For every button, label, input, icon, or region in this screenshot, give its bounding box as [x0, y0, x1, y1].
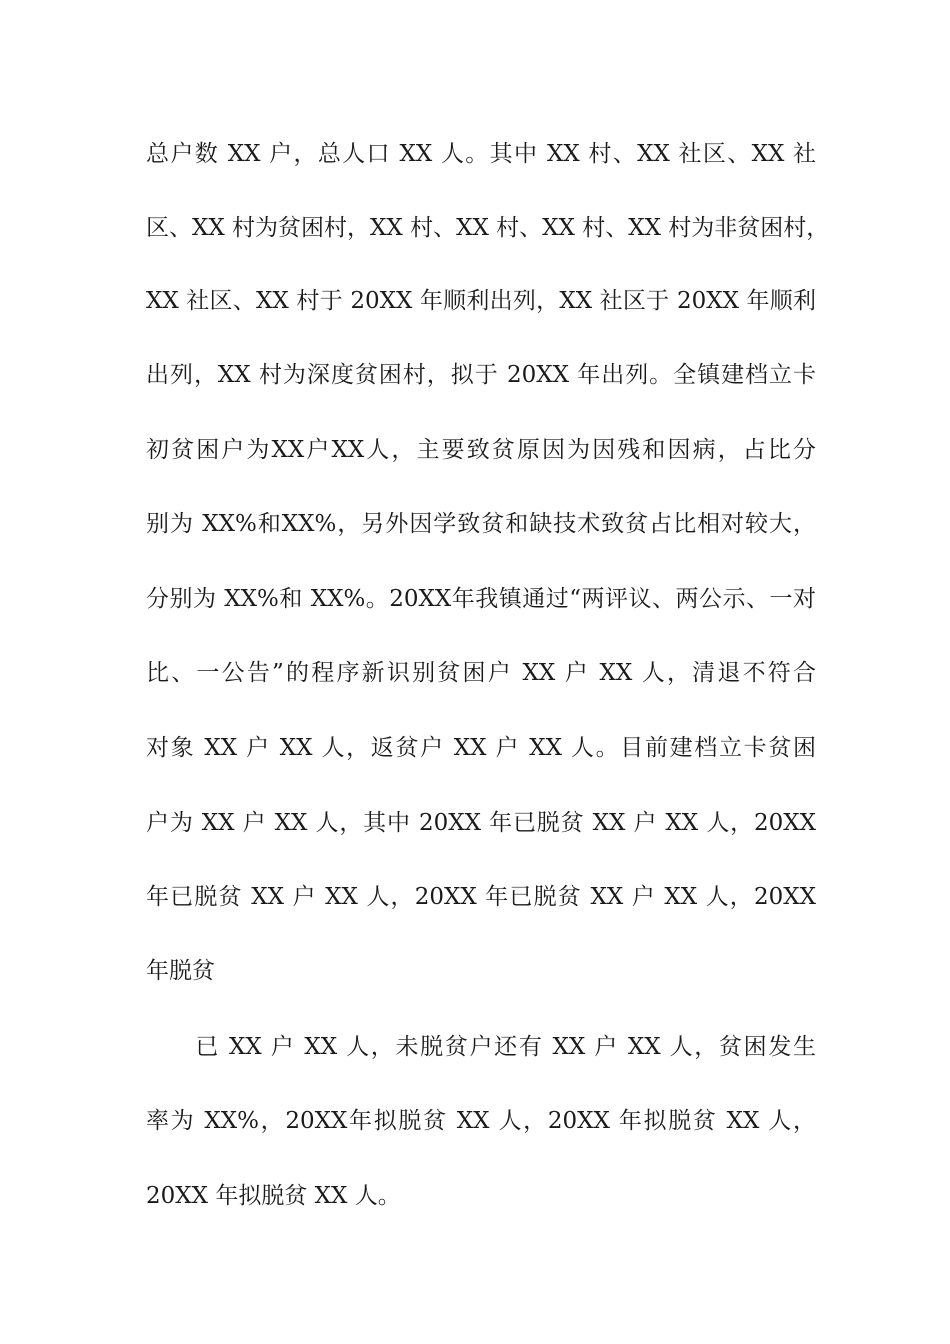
text-line: 率为 XX%，20XX年拟脱贫 XX 人，20XX 年拟脱贫 XX 人， [146, 1108, 816, 1134]
text-line: XX 社区、XX 村于 20XX 年顺利出列，XX 社区于 20XX 年顺利 [146, 288, 816, 314]
text-line: 已 XX 户 XX 人，未脱贫户还有 XX 户 XX 人，贫困发生 [146, 1034, 816, 1060]
text-line: 总户数 XX 户，总人口 XX 人。其中 XX 村、XX 社区、XX 社 [146, 141, 816, 167]
text-line: 初贫困户为XX户XX人，主要致贫原因为因残和因病，占比分 [146, 437, 816, 463]
text-line: 比、一公告”的程序新识别贫困户 XX 户 XX 人，清退不符合 [146, 660, 816, 686]
text-line: 别为 XX%和XX%，另外因学致贫和缺技术致贫占比相对较大， [146, 511, 816, 537]
text-line: 分别为 XX%和 XX%。20XX年我镇通过“两评议、两公示、一对 [146, 586, 816, 612]
text-line: 区、XX 村为贫困村，XX 村、XX 村、XX 村、XX 村为非贫困村， [146, 215, 830, 241]
text-line: 年已脱贫 XX 户 XX 人，20XX 年已脱贫 XX 户 XX 人，20XX [146, 884, 816, 910]
text-line: 对象 XX 户 XX 人，返贫户 XX 户 XX 人。目前建档立卡贫困 [146, 735, 816, 761]
text-line: 20XX 年拟脱贫 XX 人。 [146, 1183, 401, 1209]
text-line: 年脱贫 [146, 958, 215, 984]
text-line: 出列，XX 村为深度贫困村，拟于 20XX 年出列。全镇建档立卡 [146, 362, 816, 388]
text-line: 户为 XX 户 XX 人，其中 20XX 年已脱贫 XX 户 XX 人，20XX [146, 810, 816, 836]
